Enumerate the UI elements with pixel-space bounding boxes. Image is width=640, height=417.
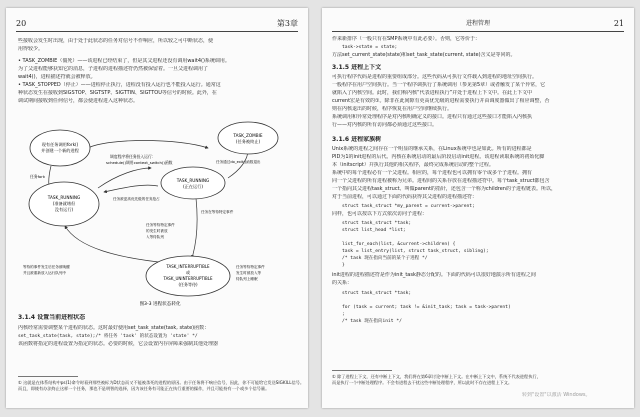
body-line: wait4()，进程描述符就会被释放。 <box>18 74 96 80</box>
code-line: struct task_struct *task; <box>342 221 412 226</box>
footnote-line: ① 除了进程上下文，还有中断上下文，我们将在第6章讨论中断上下文。在中断上下文中，系统不代表进程执行， <box>332 374 541 379</box>
diagram-node-text: TASK_RUNNING <box>176 178 210 183</box>
body-line: 可执行程序代码是进程的重要组成部分。这些代码从可执行文件载入到进程的地址空间执行。 <box>332 74 538 80</box>
code-line: struct list_head *list; <box>342 228 406 233</box>
body-line: 就陷入了内核空间。此时，我们称内核“代表进程执行”并处于进程上下文中。在此上下文中 <box>332 90 533 96</box>
section-heading: 3.1.6 进程家族树 <box>332 136 382 143</box>
code-line: } <box>342 263 345 268</box>
diagram-node-text: (任务被终止) <box>235 139 261 144</box>
section-heading: 3.1.5 进程上下文 <box>332 64 382 71</box>
diagram-edge-label: 等待的事件发生后任务被唤醒 <box>23 265 70 269</box>
diagram-edge-label: schedule()调用context_switch()函数 <box>106 160 173 165</box>
footnote-rule <box>18 376 78 377</box>
diagram-edge-label: 任务通过do_exit()函数退出 <box>216 160 261 164</box>
body-line: Unix系统的进程之间存在一个明显的继承关系，在Linux系统中也是如此。所有的进程都是 <box>332 146 532 152</box>
code-line: set_task_state(task, state);/* 将任务 'task' 的状态设置为 'state' */ <box>18 334 198 339</box>
diagram-edge-label: 待队列上睡眠 <box>236 277 258 281</box>
body-line: • TASK_ZOMBIE（僵死）——该进程已经结束了，但是其父进程还没有调用wait4()系统调用。 <box>18 58 230 64</box>
body-line: 同样，也可以按以下方式依次访问子进程： <box>332 211 428 217</box>
body-line: 调试期间接收到任何信号，都会使进程进入这种状态。 <box>18 98 139 104</box>
diagram-edge-label: 发生时被放入等 <box>236 271 262 275</box>
body-line: 为了父进程能够获知它的消息，子进程的进程描述符仍然被保留着。一旦父进程调用了 <box>18 66 209 72</box>
diagram-node-text: 现有任务调用fork() <box>41 142 79 147</box>
process-state-diagram <box>18 108 303 308</box>
activation-watermark: 转到"设置"以激活 Windows。 <box>522 392 591 398</box>
body-line: 同一个父进程的所有进程被称为兄弟。进程间的关系存放在进程描述符中。每个task_struct都包含 <box>332 178 550 184</box>
body-line: • TASK_STOPPED（停止）——进程停止执行，进程没有投入运行也不能投入运行。通常这 <box>18 82 221 88</box>
body-line: 种状态发生在接收到SIGSTOP、SIGTSTP、SIGTTIN、SIGTTOU等信号的时候。此外，在 <box>18 90 217 96</box>
body-line: 系统中的每个进程必有一个父进程。相应的，每个进程也可以拥有零个或多个子进程。拥有 <box>332 170 533 176</box>
right-page-number: 21 <box>613 19 624 28</box>
left-page-header <box>16 17 298 32</box>
body-line: 本（initscript）并执行其他的相关程序，最终完成系统启动的整个过程。 <box>332 162 494 168</box>
diagram-node-text: TASK_UNINTERRUPTIBLE <box>163 276 213 281</box>
left-chapter-title: 第3章 <box>276 19 298 28</box>
body-line: 对于当前进程，可以通过下面的代码获得其父进程的进程描述符： <box>332 194 478 200</box>
diagram-node-running <box>161 167 225 199</box>
diagram-edge-label: 并且被重新放入运行队列中 <box>23 271 67 275</box>
body-line: 该函数将指定的进程设置为指定的状态。必要的时候，它会设置内存屏障来强制其他处理器 <box>18 341 219 347</box>
body-line: 则在内核退出的时候，程序恢复在用户空间继续执行。 <box>332 106 453 112</box>
body-line: 的关系： <box>332 280 353 286</box>
diagram-node-text: 或 <box>186 270 190 275</box>
section-heading: 3.1.4 设置当前进程状态 <box>18 314 86 321</box>
body-line: 内核经常需要调整某个进程的状态。这时最好使用set_task_state(task, state)函数： <box>18 325 210 331</box>
body-line: 方法set_current_state(state)和set_task_state(current, state)含义是等同的。 <box>332 52 516 58</box>
footnote-line: 而是执行一个中断处理程序。不会有进程去干扰这些中断处理程序，所以此时不存在进程上下文。 <box>332 380 513 385</box>
body-line: init进程的进程描述符是作为init_task静态分配的。下面的代码可以很好地演示所有进程之间 <box>332 272 536 278</box>
code-line: list_for_each(list, &current->children) { <box>342 242 456 247</box>
body-line: 作来新排序（一般只有在SMP系统中有此必要）。否则，它等价于： <box>332 36 481 42</box>
diagram-edge-label: 调度程序将任务投入运行： <box>110 154 156 159</box>
left-page-number: 20 <box>16 19 27 28</box>
body-line: 一般程序在用户空间执行。当一个程序调执行了系统调用（参见第5章）或者触发了某个异常，它 <box>332 82 546 88</box>
diagram-edge-label: 任务等待特定事件 <box>146 223 175 227</box>
diagram-node-text: (正在运行) <box>182 184 204 189</box>
diagram-edge-label: 的发生时被放 <box>146 229 168 233</box>
diagram-edge-label: 入等待队列 <box>146 235 164 239</box>
body-line: PID为1的init进程的后代。内核在系统启动的最后阶段启动init进程。该进程读取系统的初始化脚 <box>332 154 545 160</box>
diagram-node-zombie <box>218 122 278 154</box>
body-line: 用得较少。 <box>18 46 44 52</box>
code-line: /* task 现在指向init */ <box>342 319 402 324</box>
diagram-edge-label: 任务在等待特定事件 <box>201 210 234 214</box>
right-page-header <box>332 17 624 32</box>
footnote-line: 而且，即使有办法终止这样一个任务，那也不是明智的选择，因为该任务有可能正在执行重要的操作，并且可能持有一个或多个信号量。 <box>18 386 270 391</box>
code-line: task->state = state; <box>342 45 398 50</box>
diagram-node-text: (任务等待) <box>178 282 198 287</box>
diagram-caption: 图3-3 进程状态转化 <box>139 302 181 307</box>
footnote-rule <box>332 370 392 371</box>
body-line: current宏是有效的①。除非在此间隙有更高优先级的进程需要执行并由调度器做出了相应调整，否 <box>332 98 550 104</box>
body-line: 行——对内核的所有访问都必须通过这些接口。 <box>332 122 438 128</box>
right-page <box>322 8 634 408</box>
left-page <box>6 8 308 408</box>
body-line: 些接收会发生时出现，由于处于此状态的任务对信号不作响应，所以较之可中断状态，使 <box>18 38 214 44</box>
footnote-line: ① 这就是在体系结构中ps(1)命令时看到那些被标为D状态而又不能被杀死的进程的原因。由于任务将不响应信号，因此，你不可能给它发送SIGKILL信号。 <box>18 380 304 385</box>
code-line: ; <box>342 312 345 317</box>
right-chapter-title: 进程管理 <box>465 20 490 27</box>
diagram-edge-label: 任务等待特定事件 <box>236 265 265 269</box>
body-line: 系统调用和异常处理程序是对内核明确定义的接口。进程只有通过这些接口才能陷入内核执 <box>332 114 533 120</box>
code-line: for (task = current; task != &init_task; task = task->parent) <box>342 305 511 310</box>
diagram-edge-label: 任务fork <box>30 174 46 179</box>
diagram-node-text: 并创建一个新的进程 <box>41 148 79 153</box>
diagram-edge-label: 任务被更高优先级的任务抢占 <box>113 197 160 201</box>
diagram-node-text: TASK_ZOMBIE <box>233 133 263 138</box>
code-line: struct task_struct *my_parent = current->parent; <box>342 204 475 209</box>
code-line: task = list_entry(list, struct task_struct, sibling); <box>342 249 489 254</box>
diagram-node-text: TASK_INTERRUPTIBLE <box>166 264 210 269</box>
diagram-node-text: 没有运行) <box>54 207 74 212</box>
diagram-node-text: (准备就绪但 <box>52 201 76 206</box>
code-line: /* task 现在指向当前的某个子进程 */ <box>342 256 428 261</box>
body-line: 一个指向其父进程task_struct、叫做parent的指针，还包含一个称为children的子进程链表。所以， <box>332 186 556 192</box>
diagram-node-text: TASK_RUNNING <box>47 195 81 200</box>
code-line: struct task_struct *task; <box>342 291 412 296</box>
